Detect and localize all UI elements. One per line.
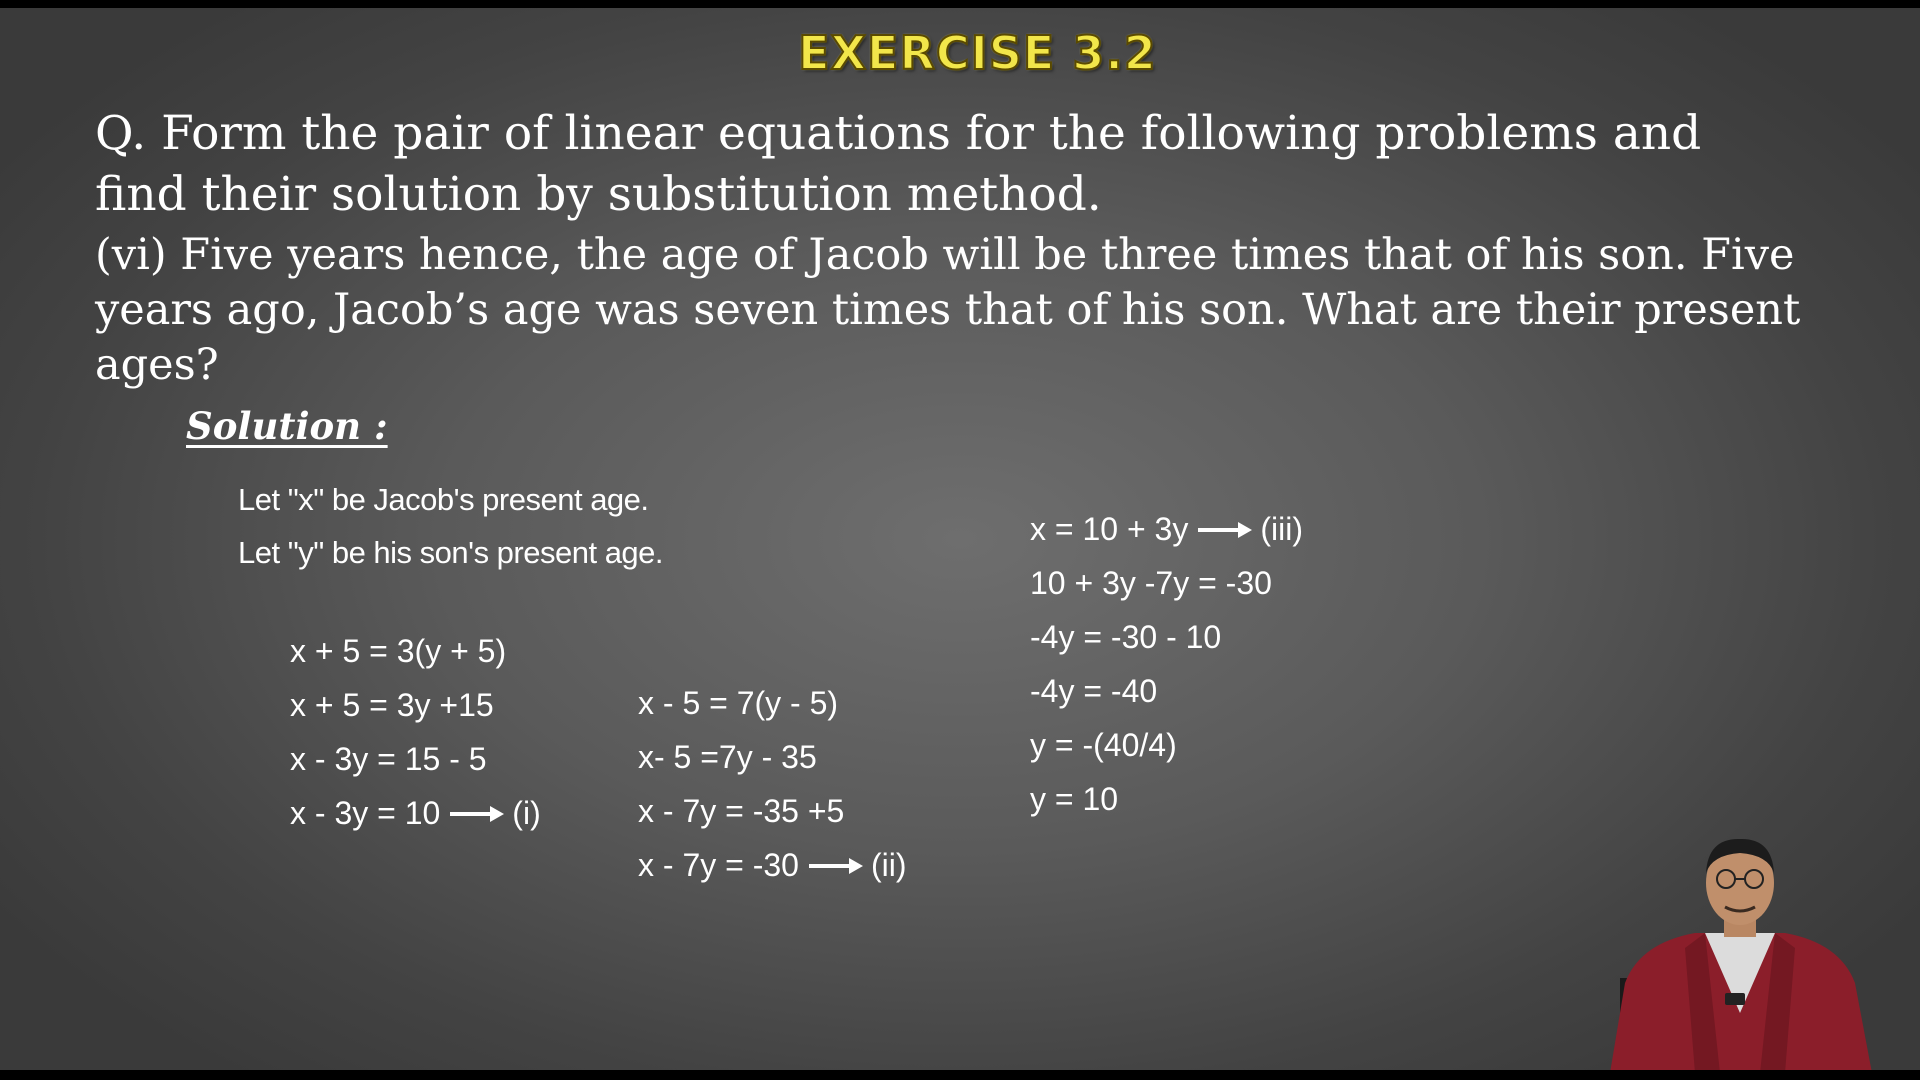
lapel-microphone <box>1725 993 1745 1005</box>
equation-line <box>1030 511 1303 548</box>
presenter-video <box>1600 833 1880 1070</box>
question-part-line-1: (vi) Five years hence, the age of Jacob will be three times that of his son. Five <box>95 230 1795 280</box>
equation-tag: (i) <box>512 795 541 831</box>
equation-text: y = 10 <box>1030 781 1119 817</box>
equation-text: x - 5 = 7(y - 5) <box>638 685 839 721</box>
equation-text: y = -(40/4) <box>1030 727 1177 763</box>
equation-line <box>290 795 541 832</box>
solution-heading: Solution : <box>186 404 388 448</box>
equation-text: 10 + 3y -7y = -30 <box>1030 565 1272 601</box>
equation-line <box>290 687 494 724</box>
let-y-statement: Let "y" be his son's present age. <box>238 535 664 570</box>
equation-text: x - 7y = -35 +5 <box>638 793 845 829</box>
equation-line <box>1030 565 1272 602</box>
equation-line <box>638 847 906 884</box>
equation-tag: (iii) <box>1260 511 1303 547</box>
equation-text: -4y = -40 <box>1030 673 1158 709</box>
long-right-arrow-icon <box>1198 520 1254 540</box>
equation-line <box>1030 727 1177 764</box>
equation-text: x- 5 =7y - 35 <box>638 739 817 775</box>
equation-line <box>638 793 844 830</box>
equation-text: x - 7y = -30 <box>638 847 799 883</box>
equation-line <box>1030 673 1157 710</box>
question-line-1: Q. Form the pair of linear equations for the following problems and <box>95 106 1702 161</box>
equation-text: -4y = -30 - 10 <box>1030 619 1222 655</box>
exercise-title: EXERCISE 3.2 <box>798 26 1157 80</box>
equation-text: x - 3y = 15 - 5 <box>290 741 487 777</box>
equation-line <box>1030 619 1221 656</box>
equation-line <box>290 741 487 778</box>
question-line-2: find their solution by substitution method. <box>95 167 1102 222</box>
equation-text: x + 5 = 3y +15 <box>290 687 494 723</box>
long-right-arrow-icon <box>809 856 865 876</box>
question-part-line-3: ages? <box>95 340 219 390</box>
equation-text: x = 10 + 3y <box>1030 511 1189 547</box>
equation-text: x + 5 = 3(y + 5) <box>290 633 507 669</box>
equation-line <box>638 739 817 776</box>
equation-line <box>638 685 838 722</box>
long-right-arrow-icon <box>450 804 506 824</box>
equation-line <box>290 633 506 670</box>
equation-text: x - 3y = 10 <box>290 795 441 831</box>
let-x-statement: Let "x" be Jacob's present age. <box>238 482 649 517</box>
equation-line <box>1030 781 1118 818</box>
equation-tag: (ii) <box>870 847 907 883</box>
lesson-slide <box>0 8 1920 1070</box>
question-part-line-2: years ago, Jacob’s age was seven times that of his son. What are their present <box>95 285 1801 335</box>
